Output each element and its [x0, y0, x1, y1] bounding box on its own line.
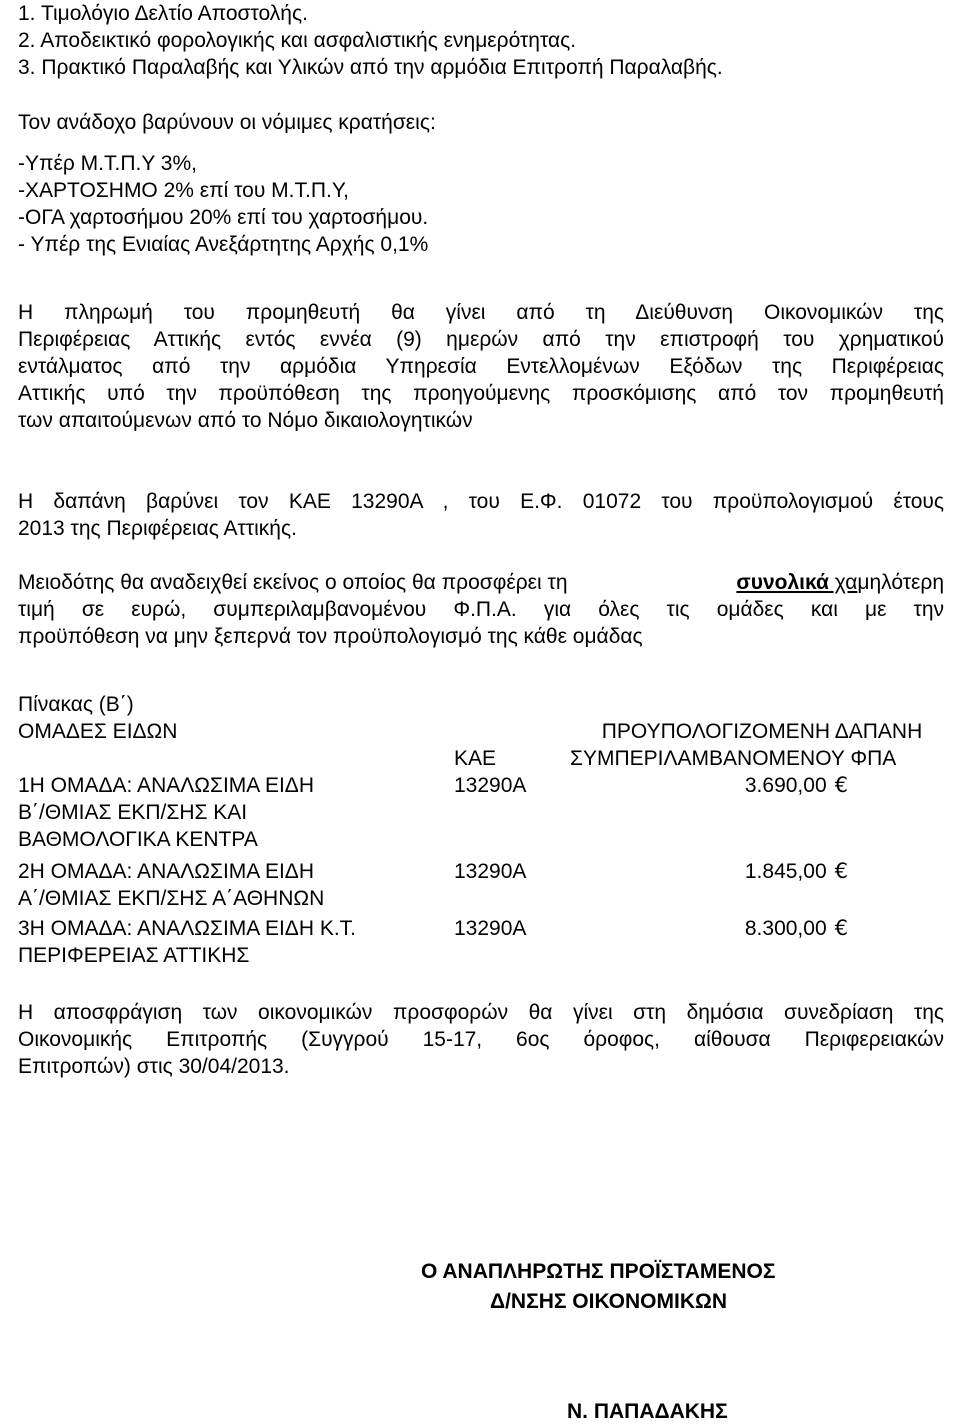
- opening-line: Η αποσφράγιση των οικονομικών προσφορών θα γίνει στη δημόσια συνεδρίαση της: [18, 1001, 944, 1024]
- table-row: [18, 772, 954, 853]
- opening-paragraph: [18, 999, 944, 1080]
- header-kae: ΚΑΕ: [454, 747, 497, 770]
- deduction-item: -ΟΓΑ χαρτοσήμου 20% επί του χαρτοσήμου.: [18, 206, 429, 229]
- budget-table: [18, 718, 954, 969]
- bidder-underlined-total: συνολικά χα: [736, 571, 858, 594]
- expense-paragraph: [18, 488, 944, 542]
- payment-line: Η πληρωμή του προμηθευτή θα γίνει από τη Διεύθυνση Οικονομικών της: [18, 301, 944, 324]
- group-line: 2Η ΟΜΑΔΑ: ΑΝΑΛΩΣΙΜΑ ΕΙΔΗ: [18, 860, 314, 883]
- bidder-text-b: μηλότερη: [857, 571, 944, 594]
- euro-icon: €: [834, 773, 848, 797]
- expense-line: 2013 της Περιφέρειας Αττικής.: [18, 517, 297, 540]
- signature-name: Ν. ΠΑΠΑΔΑΚΗΣ: [567, 1400, 728, 1423]
- expense-line: Η δαπάνη βαρύνει τον ΚΑΕ 13290Α , του Ε.Φ. 01072 του προϋπολογισμού έτους: [18, 490, 944, 513]
- table-row: [18, 912, 954, 969]
- documents-list: [18, 0, 944, 81]
- opening-line: Επιτροπών) στις 30/04/2013.: [18, 1055, 290, 1078]
- group-line: 1Η ΟΜΑΔΑ: ΑΝΑΛΩΣΙΜΑ ΕΙΔΗ: [18, 774, 314, 797]
- doc-item-2: 2. Αποδεικτικό φορολογικής και ασφαλιστικής ενημερότητας.: [18, 29, 577, 52]
- kae-cell: 13290Α: [454, 774, 527, 797]
- payment-line: Περιφέρειας Αττικής εντός εννέα (9) ημερών από την επιστροφή του χρηματικού: [18, 328, 944, 351]
- doc-item-1: 1. Τιμολόγιο Δελτίο Αποστολής.: [18, 2, 308, 25]
- amount-value: 1.845,00: [744, 860, 827, 883]
- signature-title-2: Δ/ΝΣΗΣ ΟΙΚΟΝΟΜΙΚΩΝ: [490, 1290, 727, 1313]
- group-line: Β΄/ΘΜΙΑΣ ΕΚΠ/ΣΗΣ ΚΑΙ: [18, 801, 248, 824]
- group-line: ΠΕΡΙΦΕΡΕΙΑΣ ΑΤΤΙΚΗΣ: [18, 944, 250, 967]
- document-page: [18, 0, 944, 1080]
- bidder-line-1: [18, 569, 944, 596]
- bidder-text-a: Μειοδότης θα αναδειχθεί εκείνος ο οποίος θα προσφέρει τη: [18, 571, 574, 594]
- bidder-line-2: τιμή σε ευρώ, συμπεριλαμβανομένου Φ.Π.Α. για όλες τις ομάδες και με την: [18, 598, 944, 621]
- euro-icon: €: [834, 916, 848, 940]
- opening-line: Οικονομικής Επιτροπής (Συγγρού 15-17, 6ος όροφος, αίθουσα Περιφερειακών: [18, 1028, 944, 1051]
- payment-line: εντάλματος από την αρμόδια Υπηρεσία Εντελλομένων Εξόδων της Περιφέρειας: [18, 355, 944, 378]
- deduction-item: - Υπέρ της Ενιαίας Ανεξάρτητης Αρχής 0,1%: [18, 233, 429, 256]
- deduction-item: -Υπέρ Μ.Τ.Π.Υ 3%,: [18, 152, 197, 175]
- header-budget: ΠΡΟΥΠΟΛΟΓΙΖΟΜΕΝΗ ΔΑΠΑΝΗ ΣΥΜΠΕΡΙΛΑΜΒΑΝΟΜΕΝΟΥ ΦΠΑ: [570, 720, 923, 770]
- doc-item-3: 3. Πρακτικό Παραλαβής και Υλικών από την αρμόδια Επιτροπή Παραλαβής.: [18, 56, 723, 79]
- table-row: [18, 853, 954, 912]
- table-caption: Πίνακας (Β΄): [18, 693, 134, 716]
- amount-value: 8.300,00: [744, 917, 827, 940]
- bidder-line-3: προϋπόθεση να μην ξεπερνά τον προϋπολογισμό της κάθε ομάδας: [18, 625, 643, 648]
- header-groups: ΟΜΑΔΕΣ ΕΙΔΩΝ: [18, 720, 178, 743]
- signature-title-1: Ο ΑΝΑΠΛΗΡΩΤΗΣ ΠΡΟΪΣΤΑΜΕΝΟΣ: [421, 1260, 776, 1283]
- kae-cell: 13290Α: [454, 860, 527, 883]
- group-line: ΒΑΘΜΟΛΟΓΙΚΑ ΚΕΝΤΡΑ: [18, 828, 258, 851]
- deductions-intro: Τον ανάδοχο βαρύνουν οι νόμιμες κρατήσεις:: [18, 111, 436, 134]
- amount-value: 3.690,00: [744, 774, 827, 797]
- deduction-item: -ΧΑΡΤΟΣΗΜΟ 2% επί του Μ.Τ.Π.Υ,: [18, 179, 349, 202]
- payment-line: Αττικής υπό την προϋπόθεση της προηγούμενης προσκόμισης από τον προμηθευτή: [18, 382, 944, 405]
- euro-icon: €: [834, 859, 848, 883]
- group-line: Α΄/ΘΜΙΑΣ ΕΚΠ/ΣΗΣ Α΄ΑΘΗΝΩΝ: [18, 887, 325, 910]
- table-header-row: [18, 718, 954, 772]
- bidder-paragraph: [18, 569, 944, 650]
- group-line: 3Η ΟΜΑΔΑ: ΑΝΑΛΩΣΙΜΑ ΕΙΔΗ Κ.Τ.: [18, 917, 357, 940]
- kae-cell: 13290Α: [454, 917, 527, 940]
- deductions-section: [18, 109, 944, 258]
- payment-paragraph: [18, 299, 944, 434]
- payment-line: των απαιτούμενων από το Νόμο δικαιολογητικών: [18, 409, 473, 432]
